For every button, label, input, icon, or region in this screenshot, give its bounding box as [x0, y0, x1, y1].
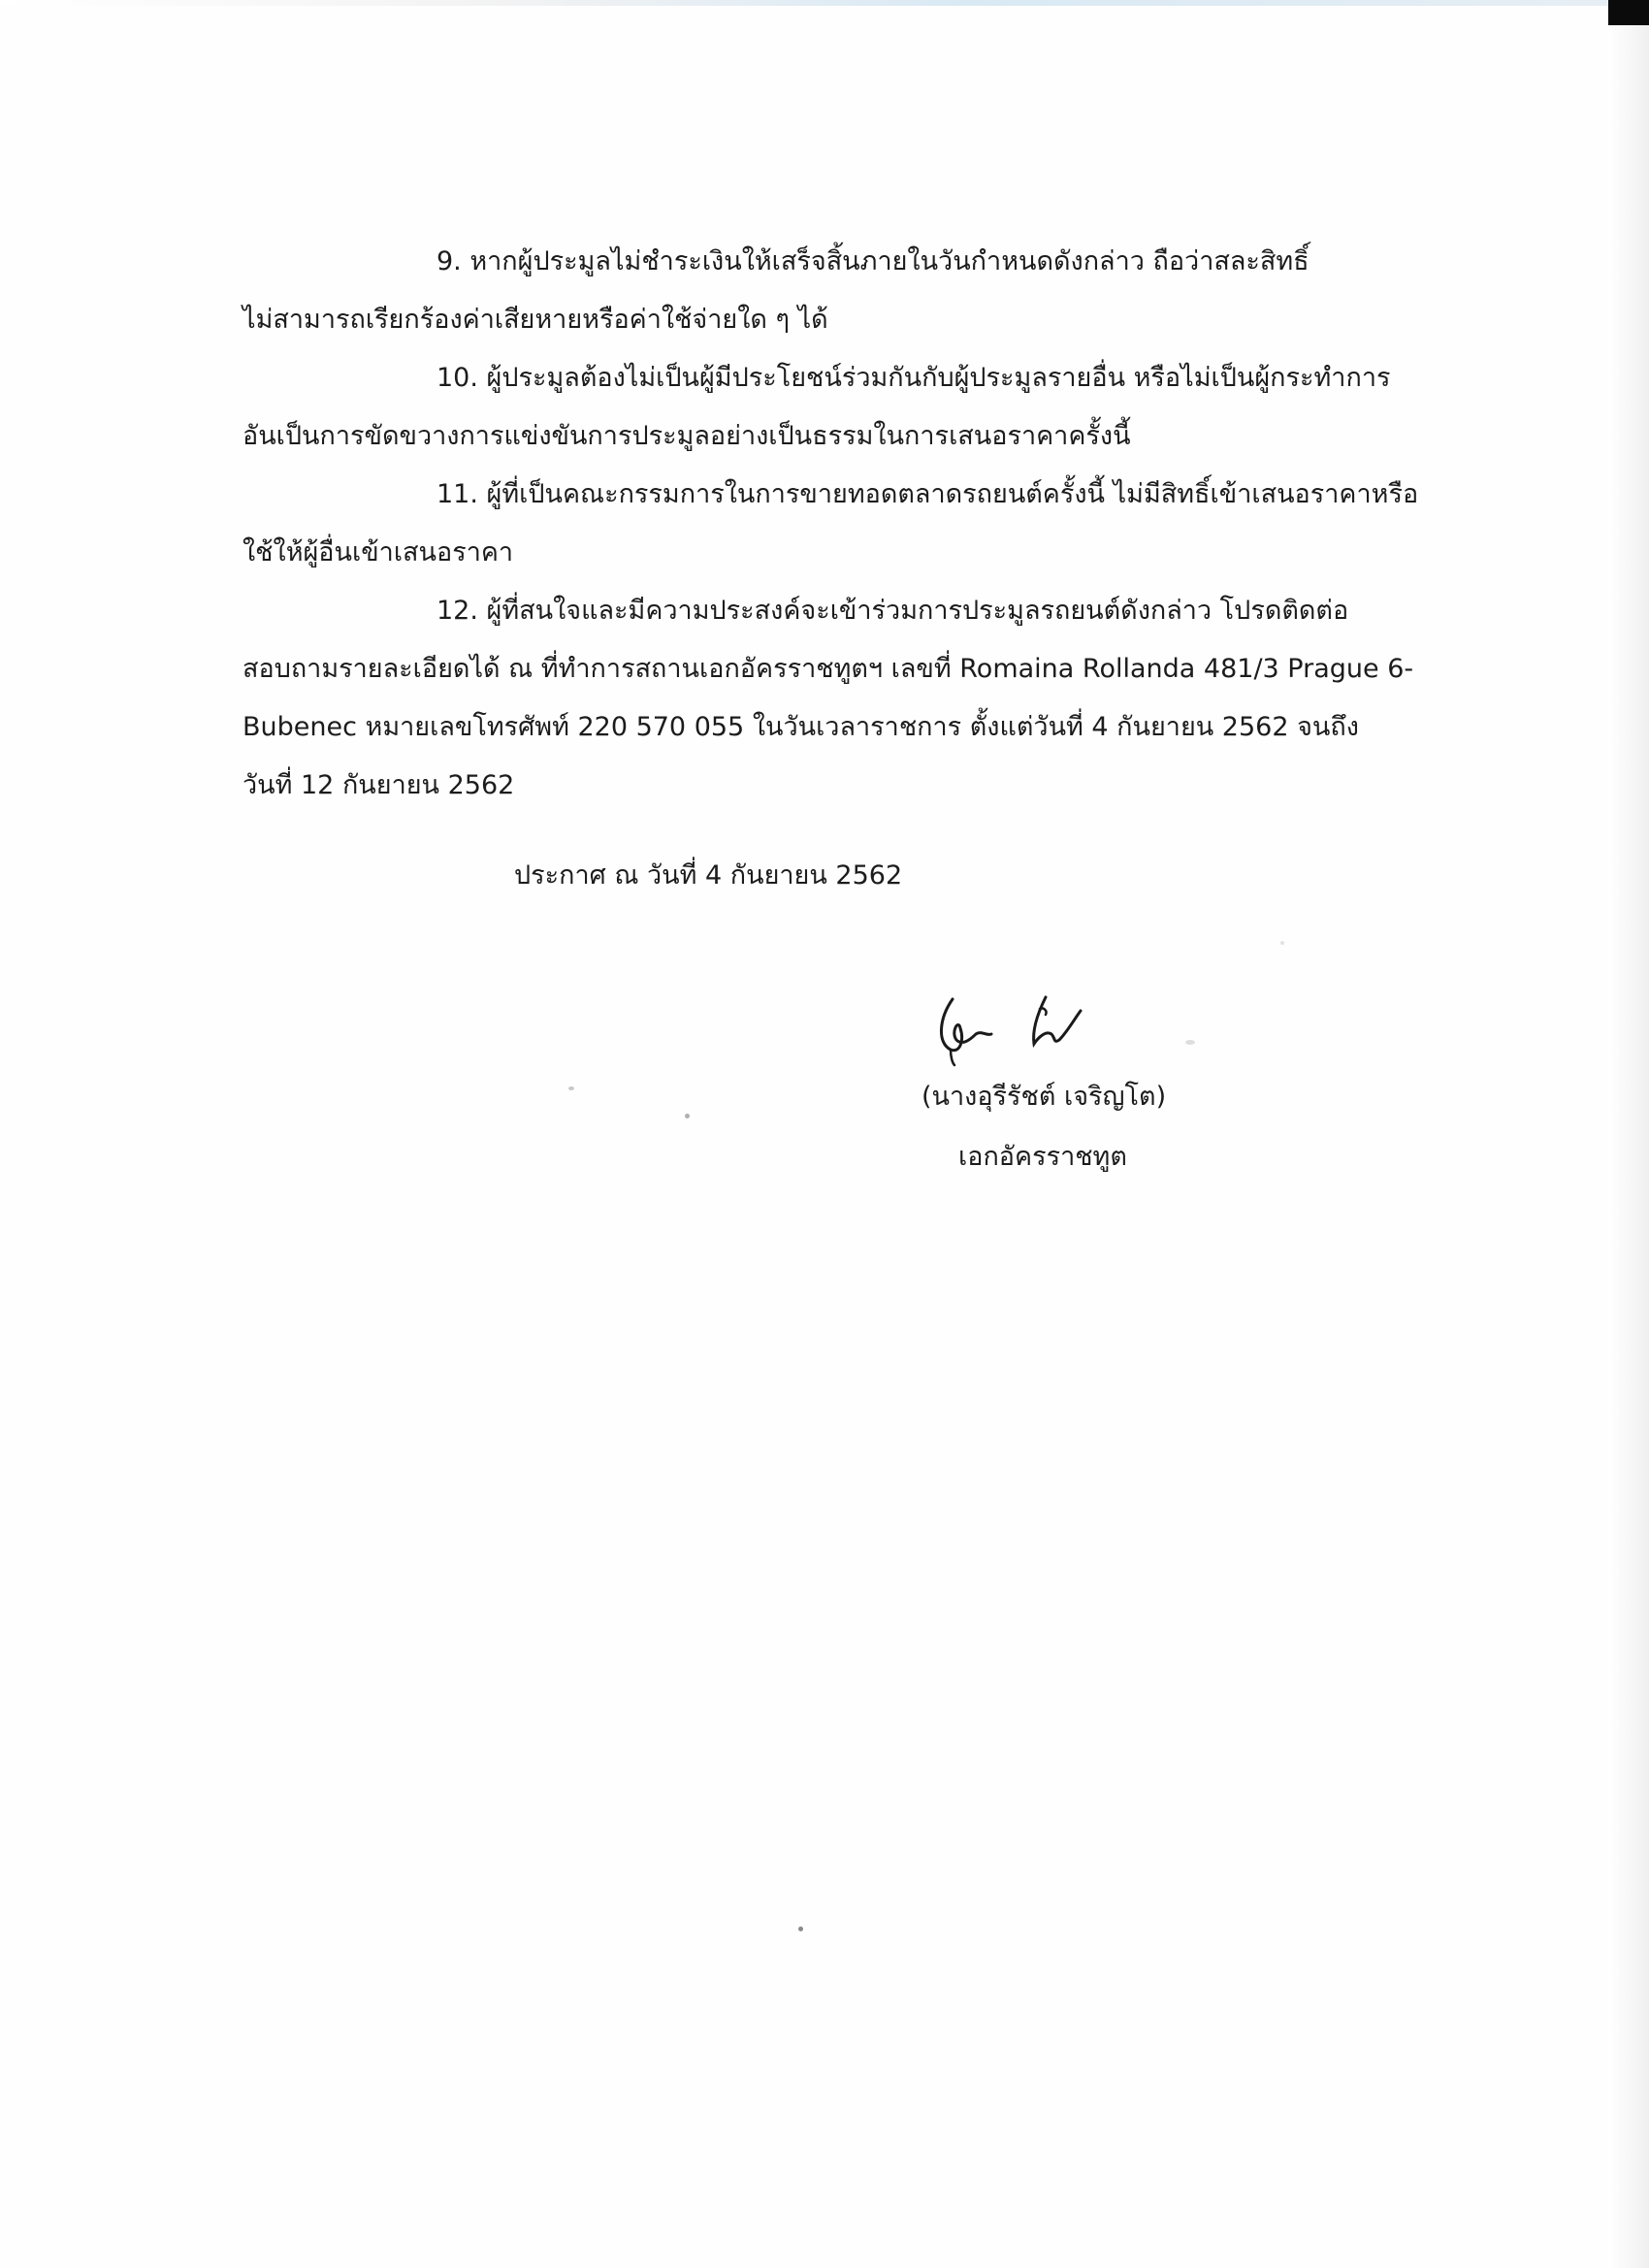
- scan-speck: [1185, 1040, 1195, 1045]
- paragraph-12-first-line: 12. ผู้ที่สนใจและมีความประสงค์จะเข้าร่วมการประมูลรถยนต์ดังกล่าว โปรดติดต่อ: [436, 596, 1349, 626]
- scan-speck: [798, 1927, 803, 1931]
- signatory-name: (นางอุรีรัชต์ เจริญโต): [922, 1082, 1167, 1112]
- announcement-date: ประกาศ ณ วันที่ 4 กันยายน 2562: [514, 860, 903, 891]
- paragraph-12-line: สอบถามรายละเอียดได้ ณ ที่ทำการสถานเอกอัครราชทูตฯ เลขที่ Romaina Rollanda 481/3 Prague 6-: [242, 654, 1414, 684]
- handwritten-signature: [931, 989, 1106, 1067]
- scan-top-edge: [0, 0, 1608, 6]
- paragraph-12-line: Bubenec หมายเลขโทรศัพท์ 220 570 055 ในวันเวลาราชการ ตั้งแต่วันที่ 4 กันยายน 2562 จนถึง: [242, 712, 1359, 742]
- paragraph-12-line: วันที่ 12 กันยายน 2562: [242, 770, 515, 800]
- signatory-title: เอกอัครราชทูต: [958, 1142, 1127, 1172]
- paragraph-11-line: ใช้ให้ผู้อื่นเข้าเสนอราคา: [242, 537, 514, 567]
- paragraph-9-first-line: 9. หากผู้ประมูลไม่ชำระเงินให้เสร็จสิ้นภายในวันกำหนดดังกล่าว ถือว่าสละสิทธิ์: [436, 246, 1310, 276]
- scan-speck: [568, 1086, 574, 1090]
- paragraph-11-first-line: 11. ผู้ที่เป็นคณะกรรมการในการขายทอดตลาดรถยนต์ครั้งนี้ ไม่มีสิทธิ์เข้าเสนอราคาหรือ: [436, 479, 1419, 509]
- scan-right-edge: [1608, 0, 1649, 2268]
- scan-corner-mark: [1608, 0, 1649, 25]
- scan-speck: [685, 1114, 690, 1118]
- paragraph-10-line: อันเป็นการขัดขวางการแข่งขันการประมูลอย่างเป็นธรรมในการเสนอราคาครั้งนี้: [242, 421, 1131, 451]
- body-text: [242, 233, 1419, 815]
- scan-speck: [1280, 941, 1284, 945]
- paragraph-9-line: ไม่สามารถเรียกร้องค่าเสียหายหรือค่าใช้จ่ายใด ๆ ได้: [242, 305, 828, 335]
- paragraph-10-first-line: 10. ผู้ประมูลต้องไม่เป็นผู้มีประโยชน์ร่วมกันกับผู้ประมูลรายอื่น หรือไม่เป็นผู้กระทำการ: [436, 363, 1391, 393]
